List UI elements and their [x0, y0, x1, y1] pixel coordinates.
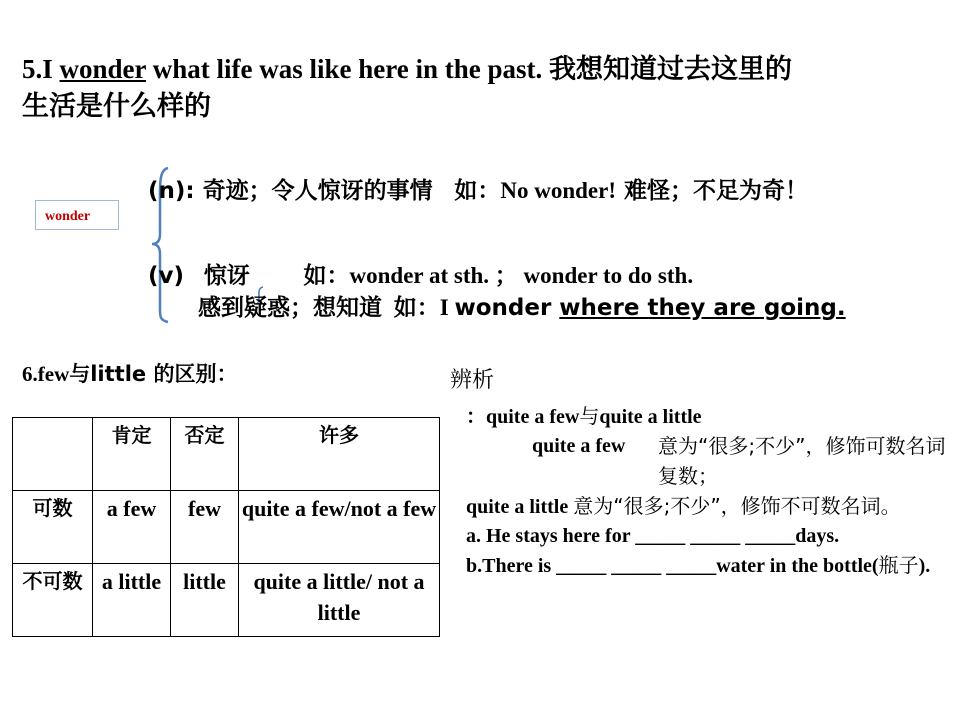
keyword-wonder: wonder	[59, 54, 147, 84]
table-cell: 不可数	[13, 564, 93, 637]
exercise-a: a. He stays here for _____ _____ _____days.	[466, 525, 840, 547]
verb-definition-2: 感到疑惑；想知道 如：I wonder where they are going.	[198, 295, 846, 321]
table-cell: quite a little/ not a little	[239, 564, 440, 637]
table-cell: 可数	[13, 491, 93, 564]
heading-6: 6.few与little 的区别：	[22, 362, 238, 386]
table-row	[13, 564, 440, 637]
table-row	[13, 491, 440, 564]
note-line: quite a little 意为“很多;不少”，修饰不可数名词。	[466, 494, 901, 518]
table-header-cell: 许多	[239, 418, 440, 491]
noun-definition: (n): 奇迹；令人惊讶的事情 如：No wonder! 难怪；不足为奇！	[148, 178, 809, 204]
exercise-b: b.There is _____ _____ _____water in the bottle(瓶子).	[466, 553, 931, 577]
note-line: 意为“很多;不少”，修饰可数名词复数；	[658, 434, 946, 488]
note-line: ：quite a few与quite a little	[466, 404, 702, 428]
table-header-row	[13, 418, 440, 491]
verb-definition: (v) 惊讶 如：wonder at sth. ； wonder to do sth.	[148, 263, 694, 289]
table-cell: quite a few/not a few	[239, 491, 440, 564]
note-block	[466, 402, 946, 581]
table-header-cell: 肯定	[93, 418, 171, 491]
heading-5: 5.I wonder what life was like here in the past. 我想知道过去这里的	[22, 54, 793, 85]
table-cell: few	[171, 491, 239, 564]
table-cell: a little	[93, 564, 171, 637]
note-title: 辨析	[450, 368, 495, 393]
heading-5-line2: 生活是什么样的	[22, 91, 211, 122]
wonder-label-box: wonder	[35, 200, 119, 230]
comparison-table	[12, 417, 440, 637]
table-cell: a few	[93, 491, 171, 564]
table-header-cell: 否定	[171, 418, 239, 491]
table-header-cell	[13, 418, 93, 491]
table-cell: little	[171, 564, 239, 637]
example-underlined: where they are going.	[559, 295, 846, 321]
note-line: quite a few	[532, 435, 626, 457]
